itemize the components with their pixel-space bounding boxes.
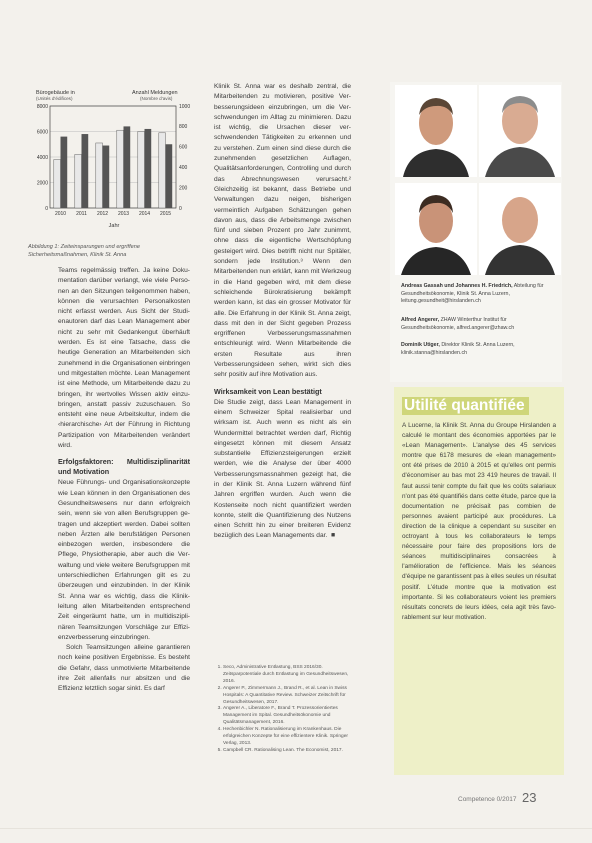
- bar: [145, 129, 152, 208]
- bar: [117, 130, 124, 208]
- author-bio-1: [401, 283, 561, 306]
- x-tick-label: 2010: [54, 211, 67, 217]
- chart-left-title: Bürogebäude in: [36, 90, 75, 96]
- y-left-tick-label: 4000: [36, 154, 48, 161]
- footnotes: [214, 665, 352, 755]
- author-description: ZHAW Winterthur Institut für Gesundheitsökonomie, alfred.angerer@zhaw.ch: [401, 317, 515, 331]
- author-bio-3: [401, 342, 561, 357]
- x-tick-label: 2014: [138, 211, 151, 217]
- section-heading: Erfolgsfaktoren: Multidisziplinarität und Motivation: [58, 457, 190, 477]
- french-summary-title: Utilité quantifiée: [402, 397, 529, 415]
- chart-right-title: Anzahl Meldungen: [132, 90, 178, 96]
- paragraph: Teams regelmässig treffen. Ja keine Dokumentation darüber verlangt, wie viele Personen an den Sitzungen teilgenommen haben, können die verursachten Personalkosten nicht erfasst werden. Aus Sicht der Studienautoren darf das Lean Management aber nicht zu sehr mit Gedankengut überhäuft werden. Es ist eine Tatsache, dass die heutige Generation an Mitarbeitenden sich zunehmend in die Organisationen einbringen und mitgestalten möchte. Lean Management ist eine Methode, um Mitarbeitende dazu zu bringen, ihr wertvolles Wissen aktiv einzubringen, anstatt passiv zuzuschauen. So entsteht eine neue Arbeitskultur, indem die ‹hierarchische› Art der Führung in Richtung Partizipation von Mitarbeitenden verändert wird.: [58, 267, 190, 450]
- page-number: 23: [522, 790, 537, 805]
- y-right-tick-label: 400: [179, 165, 188, 171]
- x-tick-label: 2013: [117, 211, 130, 217]
- footnote: 2. Angerer P., Zimmermann J., Brand R., et al. Lean in Swiss Hospitals: A Quantitative Review. Schweizer Zeitschrift für Gesundheitswesen, 2017.: [223, 686, 352, 707]
- bar: [138, 132, 145, 209]
- chart-right-subtitle: (Nombre d’avis): [140, 96, 173, 101]
- paragraph: Neue Führungs- und Organisationskonzepte wie Lean können in den Organisationen des Gesundheitswesens nur dann erfolgreich sein, wenn sie von allen Berufsgruppen getragen und akzeptiert werden. Dabei sollten neben Ärzten alle berufstätigen Personen einbezogen werden, insbesondere die Pflege, Physiotherapie, aber auch die Verwaltung und viele weitere Berufsgruppen mit unterschiedlichen Erfahrungen gilt es zu überzeugen und einzubinden. In der Klinik St. Anna war es wichtig, dass die Klinikleitung allen Mitarbeitenden entsprechend Zeit eingeräumt hatte, um in multidisziplinären Teamsitzungen Vorschläge zur Effizienzverbesserung einzubringen.: [58, 479, 190, 641]
- portrait-icon: [479, 183, 561, 275]
- author-description: Abteilung für Gesundheitsökonomie, Klinik St. Anna Luzern, leitung.gesundheit@hirslanden.ch: [401, 283, 544, 305]
- author-bio-2: [401, 317, 561, 332]
- author-photo-4: [479, 183, 561, 275]
- bar-chart-svg: [28, 88, 196, 238]
- bar: [82, 134, 89, 208]
- paragraph: Solch Teamsitzungen alleine garantieren noch keine positiven Ergebnisse. Es besteht die Gefahr, dass unmotivierte Mitarbeitende ihre Zeit allenfalls nur absitzen und die Effizienz letztlich sogar sinkt. Es darf: [58, 644, 190, 693]
- figure-caption: Abbildung 1: Zeiteinsparungen und ergriffene Sicherheitsmaßnahmen, Klinik St. Anna: [28, 244, 140, 258]
- portrait-icon: [395, 85, 477, 177]
- y-right-tick-label: 600: [179, 144, 188, 151]
- author-photo-3: [395, 183, 477, 275]
- bar: [124, 126, 131, 208]
- author-name: Dominik Utiger,: [401, 342, 440, 348]
- chart-left-subtitle: (Unités d’édifices): [36, 96, 73, 101]
- y-left-tick-label: 0: [45, 205, 48, 212]
- x-tick-label: 2012: [96, 211, 109, 217]
- y-right-tick-label: 200: [179, 185, 188, 192]
- author-photo-1: [395, 85, 477, 177]
- footnote: 3. Angerer A., Liberatore F., Brand T. Prozessorientiertes Management im Spital. Gesundheitsökonomie und Qualitätsmanagement, 2016.: [223, 706, 352, 727]
- bar-chart: [28, 88, 196, 238]
- author-photo-2: [479, 85, 561, 177]
- x-tick-label: 2011: [76, 211, 87, 217]
- y-left-tick-label: 6000: [36, 129, 48, 136]
- portrait-icon: [479, 85, 561, 177]
- bar: [54, 160, 61, 208]
- paragraph: Die Studie zeigt, dass Lean Management in einem Schweizer Spital realisierbar und wirksam ist. Auch wenn es nicht als ein Wundermittel betrachtet werden darf, Richtig eingesetzt können mit diesem Ansatz substantielle Effizienzsteigerungen erzielt werden, wie die Analyse der über 4000 Verbesserungsmassnahmen gezeigt hat, die in der Klinik St. Anna Luzern während fünf Jahren ergriffen wurden. Auch wenn die Kostenseite noch nicht quantifiziert werden konnte, stellt die Quantifizierung des Nutzens einen Schritt hin zu einer breiteren Evidenz bezüglich des Lean Managements dar. ◾: [214, 398, 351, 540]
- author-name: Alfred Angerer,: [401, 317, 440, 323]
- footnote: 1. Seco, Administrative Entlastung, BSS 2016/30. Zeitsparpotentiale durch Entlastung im Gesundheitswesen, 2016.: [223, 665, 352, 686]
- section-heading: Wirksamkeit von Lean bestätigt: [214, 386, 322, 396]
- article-column-1: [58, 266, 190, 695]
- publication-name: Competence 0/2017: [458, 796, 517, 803]
- author-description: Direktor Klinik St. Anna Luzern, klinik.stanna@hirslanden.ch: [401, 342, 515, 356]
- french-summary-box: [394, 387, 564, 775]
- y-right-tick-label: 0: [179, 205, 182, 212]
- x-tick-label: 2015: [159, 211, 172, 217]
- bar: [166, 144, 173, 208]
- y-right-tick-label: 800: [179, 124, 188, 131]
- portrait-icon: [395, 183, 477, 275]
- bar: [61, 137, 68, 208]
- footnote: 4. Hechenbichler N. Rationalisierung im Krankenhaus. Die erfolgreichen Konzepte für eine effizientere Klinik. Springer Verlag, 2013.: [223, 727, 352, 748]
- author-name: Andreas Gassah und Johannes H. Friedrich,: [401, 283, 513, 289]
- bar: [96, 143, 103, 208]
- bar: [75, 154, 82, 208]
- footnote: 5. Campbell CR. Rationalising Lean. The Economist, 2017.: [223, 748, 352, 755]
- paragraph: Klinik St. Anna war es deshalb zentral, die Mitarbeitenden zu motivieren, positive Verbesserungsideen einzubringen, um die Verschwendungen im Alltag zu minimieren. Dazu ist wichtig, die Ursachen dieser verschwendenden Tätigkeiten zu erkennen und zu verstehen. Zum einen sind diese durch die zunehmenden gesetzlichen Auflagen, Qualitätsanforderungen, Controlling und durch das Abrechnungswesen verursacht.² Gleichzeitig ist bekannt, dass Betriebe und Verwaltungen dazu neigen, bisherigen vermeintlich Aufgaben Schätzungen gehen davon aus, dass die Arbeitsmenge zwischen fünf und sieben Prozent pro Jahr zunimmt, ohne dass die eigentliche Wertschöpfung gesteigert wird. Dies betrifft nicht nur Spitäler, sondern jede Institution.³ Wenn den Mitarbeitenden nun erklärt, kann mit Werkzeug in die Hand gegeben wird, mit dem diese schleichende Bürokratisierung bekämpft werden kann, ist das ein grosser Motivator für alle. Die Erfahrung in der Klinik St. Anna zeigt, dass mit den in der Sicht gegeben Prozess ergriffenen Verbesserungsmassnahmen entschleunigt wird. Wenn Mitarbeitende die ersten Resultate aus ihren Verbesserungsideen sehen, wirkt sich dies sehr positiv auf ihre Motivation aus.: [214, 83, 351, 379]
- article-column-2: [214, 82, 351, 542]
- chart-x-axis-label: Jahr: [108, 223, 120, 229]
- y-left-tick-label: 2000: [36, 180, 48, 187]
- bar: [103, 146, 110, 208]
- page-divider: [0, 828, 592, 829]
- bar: [159, 133, 166, 208]
- y-right-tick-label: 1000: [179, 103, 191, 110]
- french-summary-text: A Lucerne, la Klinik St. Anna du Groupe Hirslanden a calculé le montant des économies apportées par le «Lean Management». L'analyse des 45 services montre que 6178 mesures de «lean management» ont été prises de 2010 à 2015 et qu'elles ont permis d'économiser au bas mot 23 419 heures de travail. Il faut aussi tenir compte du fait que les coûts salariaux n'ont pas été quantifiés dans cette étude, parce que la documentation ne précisait pas combien de personnes avaient participé aux procédures. La direction de la clinique a cependant su susciter en octroyant à tous les collaborateurs le temps nécessaire pour faire des propositions lors de séances multidisciplinaires consacrées à l'amélioration de l'efficience. Mais les séances d'équipe ne garantissent pas à elles seules un résultat positif. L'étude montre que la motivation est importante. Si les collaborateurs voient les premiers résultats concrets de leurs idées, cela agit très favorablement sur leur motivation.: [402, 422, 556, 621]
- y-left-tick-label: 8000: [36, 103, 48, 110]
